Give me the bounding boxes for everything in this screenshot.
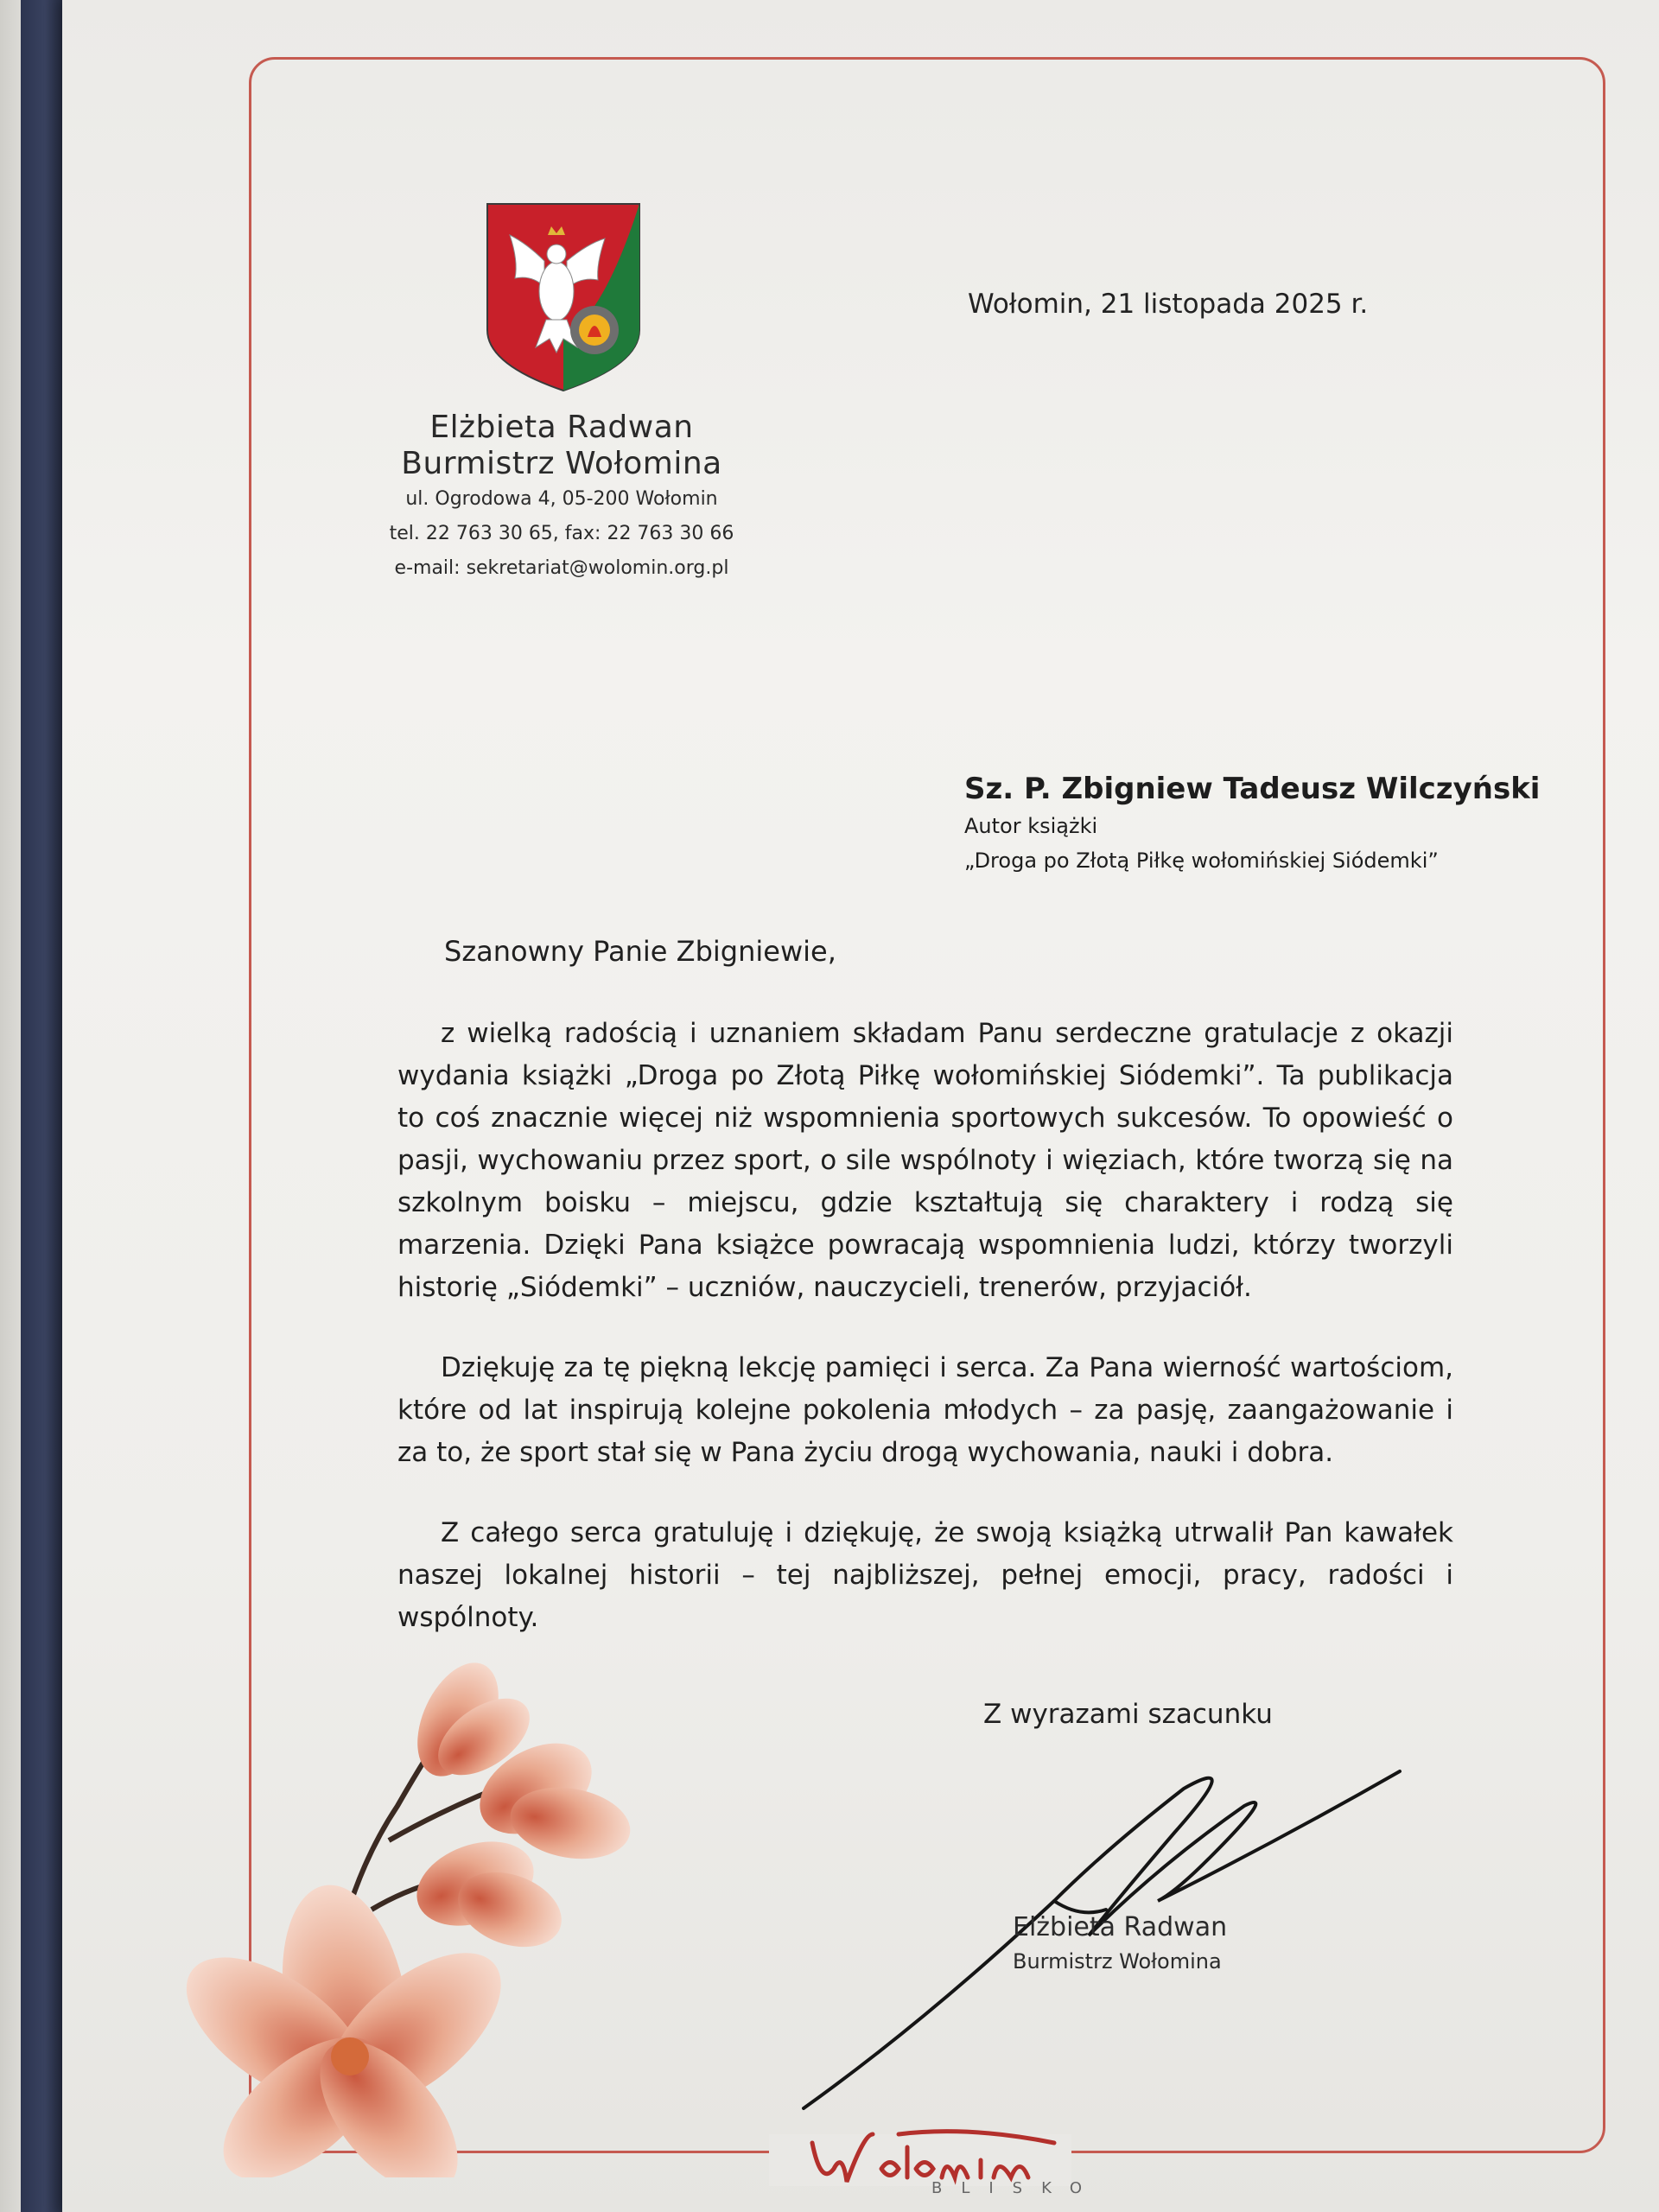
recipient-book: „Droga po Złotą Piłkę wołomińskiej Siódemki” (964, 849, 1439, 873)
recipient-block (964, 769, 1540, 878)
recipient-name: Sz. P. Zbigniew Tadeusz Wilczyński (964, 772, 1541, 806)
sender-phone: tel. 22 763 30 65, fax: 22 763 30 66 (389, 523, 734, 544)
recipient-role: Autor książki (964, 814, 1098, 838)
magnolia-illustration (173, 1624, 760, 2177)
letter-body (397, 1013, 1453, 1677)
sender-email: e-mail: sekretariat@wolomin.org.pl (394, 557, 729, 579)
letter-date: Wołomin, 21 listopada 2025 r. (968, 289, 1369, 320)
sender-name: Elżbieta Radwan (429, 410, 694, 445)
salutation: Szanowny Panie Zbigniewie, (444, 935, 836, 968)
closing-phrase: Z wyrazami szacunku (983, 1699, 1273, 1730)
signer-block (1013, 1910, 1227, 1977)
signer-name: Elżbieta Radwan (1013, 1912, 1228, 1942)
body-paragraph: z wielką radością i uznaniem składam Panu serdeczne gratulacje z okazji wydania książki „Droga po Złotą Piłkę wołomińskiej Siódemki”. Ta publikacja to coś znacznie więcej niż wspomnienia sportowych sukcesów. To opowieść o pasji, wychowaniu przez sport, o sile wspólnoty i więziach, które tworzą się na szkolnym boisku – miejscu, gdzie kształtują się charaktery i rodzą się marzenia. Dzięki Pana książce powracają wspomnienia ludzi, którzy tworzyli historię „Siódemki” – uczniów, nauczycieli, trenerów, przyjaciół. (397, 1018, 1453, 1303)
sender-office: Burmistrz Wołomina (401, 446, 722, 481)
body-paragraph: Dziękuję za tę piękną lekcję pamięci i serca. Za Pana wierność wartościom, które od lat inspirują kolejne pokolenia młodych – za pasję, zaangażowanie i za to, że sport stał się w Pana życiu drogą wychowania, nauki i dobra. (397, 1352, 1453, 1468)
logo-tagline: BLISKO (931, 2179, 1102, 2197)
body-paragraph: Z całego serca gratuluję i dziękuję, że swoją książką utrwalił Pan kawałek naszej lokalnej historii – tej najbliższej, pełnej emocji, pracy, radości i wspólnoty. (397, 1517, 1453, 1633)
coat-of-arms-icon (484, 200, 643, 394)
signer-title: Burmistrz Wołomina (1013, 1949, 1222, 1974)
sender-address: ul. Ogrodowa 4, 05-200 Wołomin (405, 488, 718, 510)
sender-block (363, 410, 760, 586)
